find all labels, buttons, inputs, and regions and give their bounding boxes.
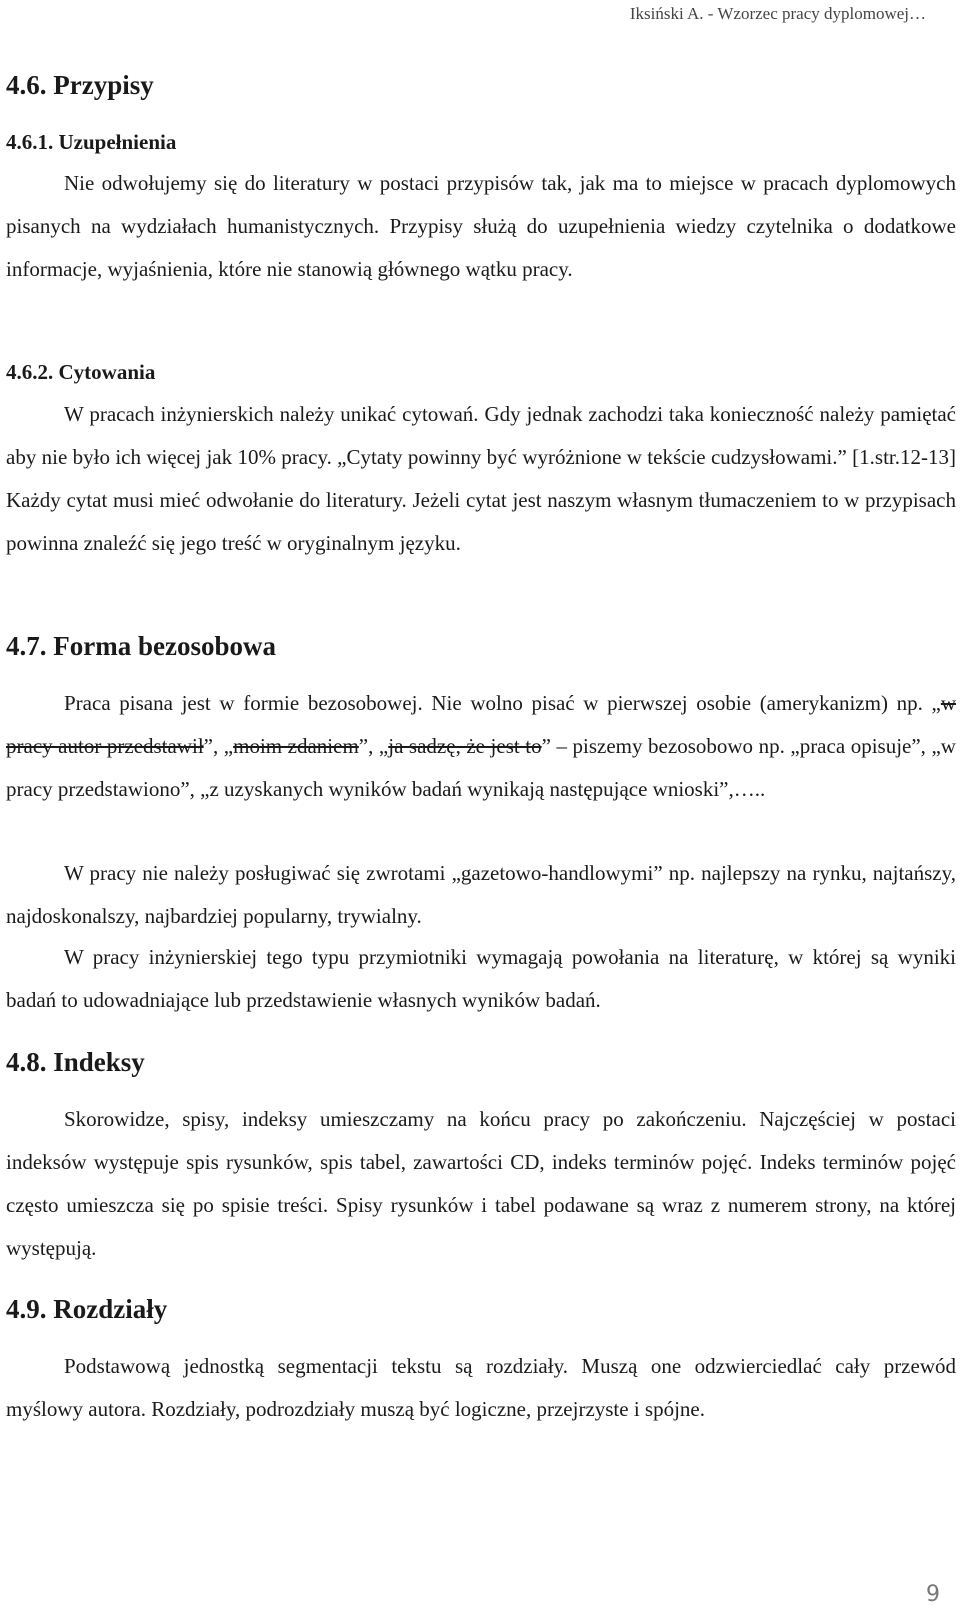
page-number: 9	[926, 1582, 940, 1607]
subsection-heading-4-6-2: 4.6.2. Cytowania	[6, 360, 156, 384]
subsection-heading-4-6-1: 4.6.1. Uzupełnienia	[6, 130, 177, 154]
section-heading-4-9: 4.9. Rozdziały	[6, 1294, 168, 1324]
paragraph-rozdzialy: Podstawową jednostką segmentacji tekstu są rozdziały. Muszą one odzwierciedlać cały przewód myślowy autora. Rozdziały, podrozdziały muszą być logiczne, przejrzyste i spójne.	[6, 1354, 956, 1421]
paragraph-indeksy: Skorowidze, spisy, indeksy umieszczamy na końcu pracy po zakończeniu. Najczęściej w postaci indeksów występuje spis rysunków, spis tabel, zawartości CD, indeks terminów pojęć. Indeks terminów pojęć często umieszcza się po spisie treści. Spisy rysunków i tabel podawane są wraz z numerem strony, na której występują.	[6, 1107, 956, 1260]
text-segment: Praca pisana jest w formie bezosobowej. Nie wolno pisać w pierwszej osobie (amerykanizm) np. „	[64, 691, 941, 715]
section-heading-4-7: 4.7. Forma bezosobowa	[6, 631, 276, 661]
text-segment: ”, „	[358, 734, 389, 758]
text-segment: ” – piszemy bezosobowo np. „praca opisuje”, „w pracy przedstawiono”, „z uzyskanych wyników badań wynikają następujące wnioski”,…..	[6, 734, 956, 801]
paragraph-forma-bezosobowa-1	[6, 682, 956, 811]
struck-example-2: moim zdaniem	[233, 734, 359, 758]
section-heading-4-6: 4.6. Przypisy	[6, 70, 154, 100]
text-segment: ”, „	[203, 734, 234, 758]
paragraph-cytowania: W pracach inżynierskich należy unikać cytowań. Gdy jednak zachodzi taka konieczność należy pamiętać aby nie było ich więcej jak 10% pracy. „Cytaty powinny być wyróżnione w tekście cudzysłowami.” [1.str.12-13] Każdy cytat musi mieć odwołanie do literatury. Jeżeli cytat jest naszym własnym tłumaczeniem to w przypisach powinna znaleźć się jego treść w oryginalnym języku.	[6, 402, 956, 555]
paragraph-forma-bezosobowa-3: W pracy inżynierskiej tego typu przymiotniki wymagają powołania na literaturę, w której są wyniki badań to udowadniające lub przedstawienie własnych wyników badań.	[6, 945, 956, 1012]
paragraph-forma-bezosobowa-2: W pracy nie należy posługiwać się zwrotami „gazetowo-handlowymi” np. najlepszy na rynku, najtańszy, najdoskonalszy, najbardziej popularny, trywialny.	[6, 861, 956, 928]
section-heading-4-8: 4.8. Indeksy	[6, 1047, 145, 1077]
paragraph-uzupelnienia: Nie odwołujemy się do literatury w postaci przypisów tak, jak ma to miejsce w pracach dyplomowych pisanych na wydziałach humanistycznych. Przypisy służą do uzupełnienia wiedzy czytelnika o dodatkowe informacje, wyjaśnienia, które nie stanowią głównego wątku pracy.	[6, 171, 956, 281]
struck-example-3: ja sadzę, że jest to	[388, 734, 542, 758]
running-header: Iksiński A. - Wzorzec pracy dyplomowej…	[629, 4, 926, 23]
struck-example-1: w pracy autor przedstawił	[6, 691, 956, 758]
